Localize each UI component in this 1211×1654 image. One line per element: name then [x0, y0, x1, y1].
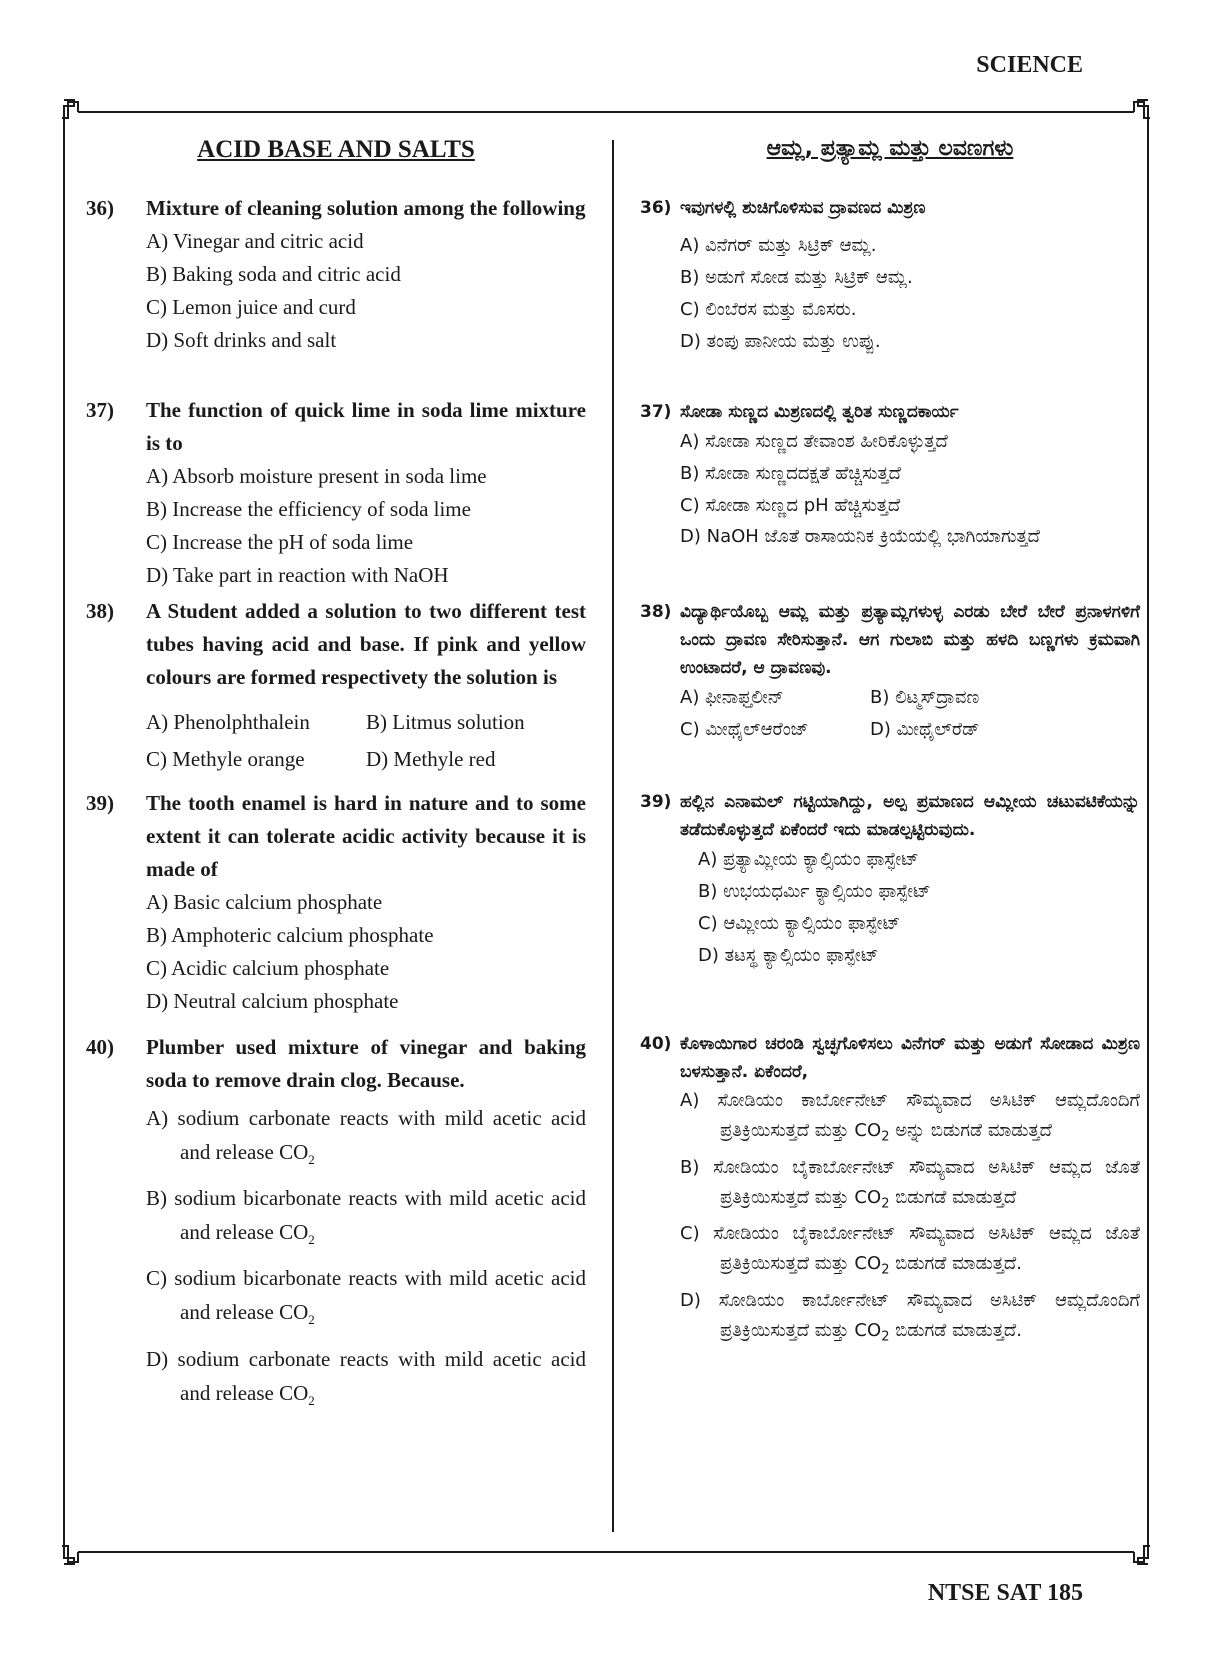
question-36-kn — [640, 194, 1140, 358]
question-text: Plumber used mixture of vinegar and baking soda to remove drain clog. Because. — [146, 1035, 586, 1092]
question-number: 38) — [640, 602, 672, 622]
option-text: B) ಸೋಡಿಯಂ ಬೈಕಾರ್ಬೋನೇಟ್ ಸೌಮ್ಯವಾದ ಅಸಿಟಿಕ್ ಆಮ್ಲದ ಜೊತೆ ಪ್ರತಿಕ್ರಿಯಿಸುತ್ತದೆ ಮತ್ತು CO — [680, 1156, 1140, 1208]
question-37-kn — [640, 398, 1140, 552]
co2-subscript: 2 — [308, 1232, 315, 1248]
option-text-end: ಬಿಡುಗಡೆ ಮಾಡುತ್ತದೆ. — [889, 1253, 1022, 1275]
question-37-en — [86, 394, 586, 592]
co2-subscript: 2 — [881, 1129, 890, 1145]
option-d: D) Take part in reaction with NaOH — [146, 563, 449, 587]
option-a: A) ಪ್ರತ್ಯಾಮ್ಲೀಯ ಕ್ಯಾಲ್ಸಿಯಂ ಫಾಸ್ಫೇಟ್ — [698, 849, 919, 870]
question-number: 40) — [640, 1034, 672, 1054]
option-c: C) Lemon juice and curd — [146, 295, 356, 319]
option-a — [680, 1086, 1140, 1153]
option-a: A) ವಿನೆಗರ್ ಮತ್ತು ಸಿಟ್ರಿಕ್ ಆಮ್ಲ. — [680, 235, 877, 256]
co2-subscript: 2 — [308, 1312, 315, 1328]
option-text: D) ಸೋಡಿಯಂ ಕಾರ್ಬೋನೇಟ್ ಸೌಮ್ಯವಾದ ಅಸಿಟಿಕ್ ಆಮ್ಲದೊಂದಿಗೆ ಪ್ರತಿಕ್ರಿಯಿಸುತ್ತದೆ ಮತ್ತು CO — [680, 1289, 1140, 1341]
option-b: B) Increase the efficiency of soda lime — [146, 497, 471, 521]
question-text: The function of quick lime in soda lime mixture is to — [146, 398, 586, 455]
option-b: B) Baking soda and citric acid — [146, 262, 401, 286]
option-text-end: ಬಿಡುಗಡೆ ಮಾಡುತ್ತದೆ. — [889, 1319, 1022, 1341]
option-d: D) ತಂಪು ಪಾನೀಯ ಮತ್ತು ಉಪ್ಪು. — [680, 331, 881, 352]
option-c: C) ಆಮ್ಲೀಯ ಕ್ಯಾಲ್ಸಿಯಂ ಫಾಸ್ಫೇಟ್ — [698, 913, 901, 934]
option-a: A) Basic calcium phosphate — [146, 890, 383, 914]
option-c: C) ಮೀಥೈಲ್‌ಆರೆಂಜ್ — [680, 719, 809, 740]
option-a: A) Vinegar and citric acid — [146, 229, 364, 253]
option-d: D) ತಟಸ್ಥ ಕ್ಯಾಲ್ಸಿಯಂ ಫಾಸ್ಫೇಟ್ — [698, 945, 879, 966]
option-c — [146, 1261, 586, 1337]
english-column — [86, 132, 586, 1408]
option-b: B) Amphoteric calcium phosphate — [146, 923, 434, 947]
option-text-end: ಬಿಡುಗಡೆ ಮಾಡುತ್ತದೆ — [889, 1186, 1017, 1208]
option-c: C) Methyle orange — [146, 747, 305, 771]
question-text: The tooth enamel is hard in nature and to some extent it can tolerate acidic activity because it is made of — [146, 791, 586, 881]
co2-subscript: 2 — [881, 1329, 890, 1345]
option-b: B) ಅಡುಗೆ ಸೋಡ ಮತ್ತು ಸಿಟ್ರಿಕ್ ಆಮ್ಲ. — [680, 267, 913, 288]
question-40-kn — [640, 1030, 1140, 1352]
option-b: B) ಸೋಡಾ ಸುಣ್ಣದದಕ್ಷತೆ ಹೆಚ್ಚಿಸುತ್ತದೆ — [680, 463, 901, 484]
co2-subscript: 2 — [308, 1152, 315, 1168]
english-title: ACID BASE AND SALTS — [197, 136, 475, 163]
question-number: 37) — [86, 398, 114, 422]
kannada-column — [640, 132, 1140, 1345]
question-number: 38) — [86, 599, 114, 623]
option-d — [146, 1342, 586, 1418]
option-d — [680, 1286, 1140, 1353]
question-number: 40) — [86, 1035, 114, 1059]
question-text: A Student added a solution to two different test tubes having acid and base. If pink and yellow colours are formed respectivety the solution is — [146, 599, 586, 689]
page-footer: NTSE SAT 185 — [927, 1580, 1083, 1606]
question-text: ಕೊಳಾಯಿಗಾರ ಚರಂಡಿ ಸ್ವಚ್ಛಗೊಳಿಸಲು ವಿನೆಗರ್ ಮತ್ತು ಅಡುಗೆ ಸೋಡಾದ ಮಿಶ್ರಣ ಬಳಸುತ್ತಾನೆ. ಏಕೆಂದರೆ, — [680, 1034, 1140, 1082]
option-text: C) sodium bicarbonate reacts with mild acetic acid and release CO — [146, 1266, 586, 1325]
option-text: C) ಸೋಡಿಯಂ ಬೈಕಾರ್ಬೋನೇಟ್ ಸೌಮ್ಯವಾದ ಅಸಿಟಿಕ್ ಆಮ್ಲದ ಜೊತೆ ಪ್ರತಿಕ್ರಿಯಿಸುತ್ತದೆ ಮತ್ತು CO — [680, 1223, 1140, 1275]
question-number: 36) — [640, 198, 672, 218]
option-d: D) Methyle red — [366, 747, 496, 771]
question-text: ಸೋಡಾ ಸುಣ್ಣದ ಮಿಶ್ರಣದಲ್ಲಿ ತ್ವರಿತ ಸುಣ್ಣದಕಾರ್ಯ — [680, 402, 959, 422]
question-36-en — [86, 192, 586, 357]
option-b: B) ಲಿಟ್ಮಸ್‌ದ್ರಾವಣ — [870, 687, 980, 708]
option-d: D) ಮೀಥೈಲ್‌ರೆಡ್ — [870, 719, 980, 740]
option-a: A) ಸೋಡಾ ಸುಣ್ಣದ ತೇವಾಂಶ ಹೀರಿಕೊಳ್ಳುತ್ತದೆ — [680, 431, 948, 452]
co2-subscript: 2 — [881, 1262, 890, 1278]
question-40-en — [86, 1031, 586, 1418]
option-b — [680, 1153, 1140, 1220]
option-c: C) Acidic calcium phosphate — [146, 956, 390, 980]
question-38-kn — [640, 598, 1140, 746]
question-number: 39) — [640, 792, 672, 812]
option-a: A) Absorb moisture present in soda lime — [146, 464, 487, 488]
option-a — [146, 1101, 586, 1177]
question-text: ಇವುಗಳಲ್ಲಿ ಶುಚಿಗೊಳಿಸುವ ದ್ರಾವಣದ ಮಿಶ್ರಣ — [680, 198, 926, 218]
question-number: 36) — [86, 196, 114, 220]
question-text: Mixture of cleaning solution among the following — [146, 196, 586, 220]
question-38-en — [86, 595, 586, 776]
option-d: D) Soft drinks and salt — [146, 328, 337, 352]
question-number: 39) — [86, 791, 114, 815]
option-c: C) ಲಿಂಬೆರಸ ಮತ್ತು ಮೊಸರು. — [680, 299, 857, 320]
option-c: C) ಸೋಡಾ ಸುಣ್ಣದ pH ಹೆಚ್ಚಿಸುತ್ತದೆ — [680, 495, 901, 516]
option-text: D) sodium carbonate reacts with mild acetic acid and release CO — [146, 1346, 586, 1405]
option-text: B) sodium bicarbonate reacts with mild acetic acid and release CO — [146, 1186, 586, 1245]
option-d: D) Neutral calcium phosphate — [146, 989, 399, 1013]
option-d: D) NaOH ಜೊತೆ ರಾಸಾಯನಿಕ ಕ್ರಿಯೆಯಲ್ಲಿ ಭಾಗಿಯಾಗುತ್ತದೆ — [680, 526, 1040, 547]
subject-header: SCIENCE — [976, 52, 1083, 78]
option-a: A) Phenolphthalein — [146, 710, 310, 734]
option-text: A) ಸೋಡಿಯಂ ಕಾರ್ಬೋನೇಟ್ ಸೌಮ್ಯವಾದ ಅಸಿಟಿಕ್ ಆಮ್ಲದೊಂದಿಗೆ ಪ್ರತಿಕ್ರಿಯಿಸುತ್ತದೆ ಮತ್ತು CO — [680, 1090, 1140, 1141]
question-number: 37) — [640, 402, 672, 422]
option-a: A) ಫೀನಾಫ್ತಲೀನ್ — [680, 687, 784, 708]
option-c: C) Increase the pH of soda lime — [146, 530, 414, 554]
co2-subscript: 2 — [308, 1392, 315, 1408]
option-b: B) ಉಭಯಧರ್ಮಿ ಕ್ಯಾಲ್ಸಿಯಂ ಫಾಸ್ಫೇಟ್ — [698, 881, 931, 902]
question-39-kn — [640, 788, 1140, 972]
option-text: A) sodium carbonate reacts with mild acetic acid and release CO — [146, 1106, 586, 1164]
option-text-end: ಅನ್ನು ಬಿಡುಗಡೆ ಮಾಡುತ್ತದೆ — [889, 1120, 1052, 1141]
option-b: B) Litmus solution — [366, 710, 525, 734]
co2-subscript: 2 — [881, 1196, 890, 1212]
question-text: ವಿದ್ಯಾರ್ಥಿಯೊಬ್ಬ ಆಮ್ಲ ಮತ್ತು ಪ್ರತ್ಯಾಮ್ಲಗಳುಳ್ಳ ಎರಡು ಬೇರೆ ಬೇರೆ ಪ್ರನಾಳಗಳಿಗೆ ಒಂದು ದ್ರಾವಣ ಸೇರಿಸುತ್ತಾನೆ. ಆಗ ಗುಲಾಬಿ ಮತ್ತು ಹಳದಿ ಬಣ್ಣಗಳು ಕ್ರಮವಾಗಿ ಉಂಟಾದರೆ, ಆ ದ್ರಾವಣವು. — [680, 602, 1140, 678]
option-b — [146, 1181, 586, 1257]
question-text: ಹಲ್ಲಿನ ಎನಾಮಲ್ ಗಟ್ಟಿಯಾಗಿದ್ದು, ಅಲ್ಪ ಪ್ರಮಾಣದ ಆಮ್ಲೀಯ ಚಟುವಟಿಕೆಯನ್ನು ತಡೆದುಕೊಳ್ಳುತ್ತದೆ ಏಕೆಂದರೆ ಇದು ಮಾಡಲ್ಪಟ್ಟಿರುವುದು. — [680, 792, 1140, 840]
question-39-en — [86, 787, 586, 1018]
column-divider — [612, 140, 614, 1532]
option-c — [680, 1219, 1140, 1286]
kannada-title: ಆಮ್ಲ, ಪ್ರತ್ಯಾಮ್ಲ ಮತ್ತು ಲವಣಗಳು — [766, 136, 1014, 161]
